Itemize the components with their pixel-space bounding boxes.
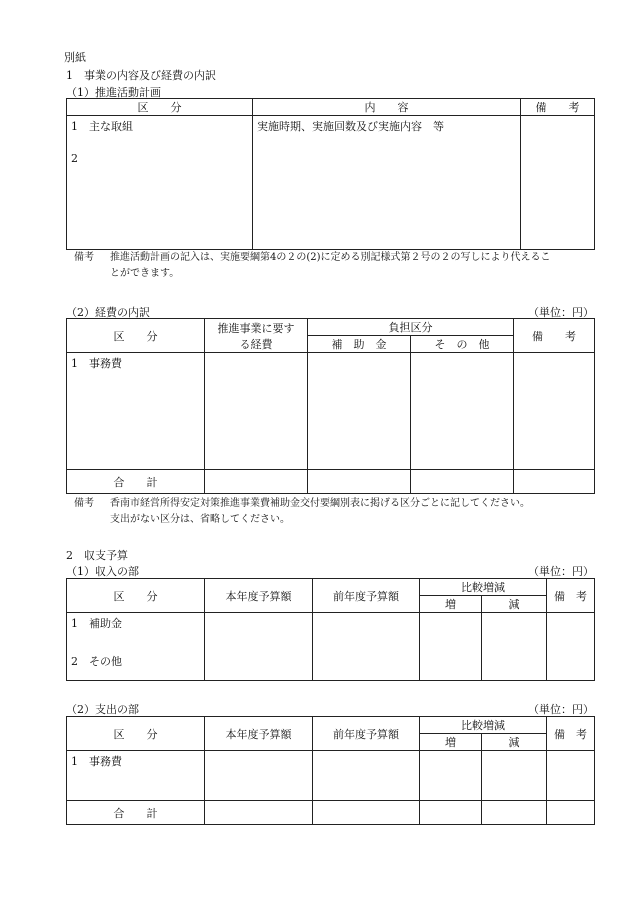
header-biko: 備 考 (547, 717, 595, 751)
total-decrease-cell[interactable] (482, 801, 547, 825)
total-label: 合 計 (67, 801, 205, 825)
table4-title: （2）支出の部 (66, 703, 139, 716)
header-previous-budget: 前年度予算額 (313, 579, 420, 613)
header-increase: 増 (420, 596, 482, 613)
kubun-cell[interactable] (67, 613, 205, 681)
total-label: 合 計 (67, 470, 205, 494)
required-cost-cell[interactable] (205, 353, 308, 470)
header-current-budget: 本年度予算額 (205, 579, 313, 613)
section-1-title: 1 事業の内容及び経費の内訳 (66, 69, 216, 82)
increase-cell[interactable] (420, 613, 482, 681)
section-2-title: 2 収支予算 (66, 549, 128, 562)
header-kubun: 区 分 (67, 99, 253, 116)
decrease-cell[interactable] (482, 613, 547, 681)
table3-title: （1）収入の部 (66, 565, 139, 578)
decrease-cell[interactable] (482, 751, 547, 801)
header-subsidy: 補 助 金 (308, 336, 411, 353)
header-comparison: 比較増減 (420, 717, 547, 734)
header-biko: 備 考 (521, 99, 595, 116)
header-other: そ の 他 (411, 336, 514, 353)
row-main-effort: 1 主な取組 (71, 120, 133, 133)
total-other-cell[interactable] (411, 470, 514, 494)
kubun-cell[interactable] (67, 353, 205, 470)
table2-unit: （単位：円） (528, 306, 594, 319)
row-office-expense: 1 事務費 (71, 755, 122, 768)
total-biko-cell[interactable] (514, 470, 595, 494)
current-budget-cell[interactable] (205, 613, 313, 681)
activity-plan-table (66, 98, 595, 250)
header-decrease: 減 (482, 596, 547, 613)
row-office-expense: 1 事務費 (71, 357, 122, 370)
previous-budget-cell[interactable] (313, 751, 420, 801)
naiyo-cell[interactable] (253, 116, 521, 250)
table2-note-line1: 香南市経営所得安定対策推進事業費補助金交付要綱別表に掲げる区分ごとに記してください。 (110, 498, 530, 509)
header-burden: 負担区分 (308, 319, 514, 336)
row-2: 2 (71, 152, 78, 165)
previous-budget-cell[interactable] (313, 613, 420, 681)
table3-unit: （単位：円） (528, 565, 594, 578)
biko-cell[interactable] (514, 353, 595, 470)
total-previous-cell[interactable] (313, 801, 420, 825)
table4-unit: （単位：円） (528, 703, 594, 716)
header-previous-budget: 前年度予算額 (313, 717, 420, 751)
content-hint: 実施時期、実施回数及び実施内容 等 (257, 120, 444, 133)
increase-cell[interactable] (420, 751, 482, 801)
income-budget-table (66, 578, 595, 681)
table1-note-line2: とができます。 (110, 268, 180, 279)
other-cell[interactable] (411, 353, 514, 470)
table1-note-line1: 推進活動計画の記入は、実施要綱第4の２の(2)に定める別記様式第２号の２の写しにより代えるこ (110, 252, 551, 263)
header-required-cost-line2: る経費 (239, 337, 273, 351)
header-biko: 備 考 (514, 319, 595, 353)
table2-title: （2）経費の内訳 (66, 306, 150, 319)
total-current-cell[interactable] (205, 801, 313, 825)
current-budget-cell[interactable] (205, 751, 313, 801)
biko-cell[interactable] (547, 613, 595, 681)
kubun-cell[interactable] (67, 751, 205, 801)
biko-cell[interactable] (521, 116, 595, 250)
header-current-budget: 本年度予算額 (205, 717, 313, 751)
header-required-cost (205, 319, 308, 353)
row-subsidy: 1 補助金 (71, 617, 122, 630)
header-required-cost-line1: 推進事業に要す (217, 321, 295, 335)
header-kubun: 区 分 (67, 319, 205, 353)
table1-note-label: 備考 (74, 252, 94, 263)
biko-cell[interactable] (547, 751, 595, 801)
total-required-cost-cell[interactable] (205, 470, 308, 494)
subsidy-cell[interactable] (308, 353, 411, 470)
header-kubun: 区 分 (67, 579, 205, 613)
row-other: 2 その他 (71, 655, 122, 668)
header-decrease: 減 (482, 734, 547, 751)
table1-title: （1）推進活動計画 (66, 86, 161, 99)
kubun-cell[interactable] (67, 116, 253, 250)
total-increase-cell[interactable] (420, 801, 482, 825)
annex-label: 別紙 (64, 51, 86, 64)
header-naiyo: 内 容 (253, 99, 521, 116)
header-biko: 備 考 (547, 579, 595, 613)
table2-note-line2: 支出がない区分は、省略してください。 (110, 514, 290, 525)
expense-breakdown-table (66, 318, 595, 494)
total-subsidy-cell[interactable] (308, 470, 411, 494)
table2-note-label: 備考 (74, 498, 94, 509)
header-increase: 増 (420, 734, 482, 751)
expenditure-budget-table (66, 716, 595, 825)
header-kubun: 区 分 (67, 717, 205, 751)
header-comparison: 比較増減 (420, 579, 547, 596)
total-biko-cell[interactable] (547, 801, 595, 825)
